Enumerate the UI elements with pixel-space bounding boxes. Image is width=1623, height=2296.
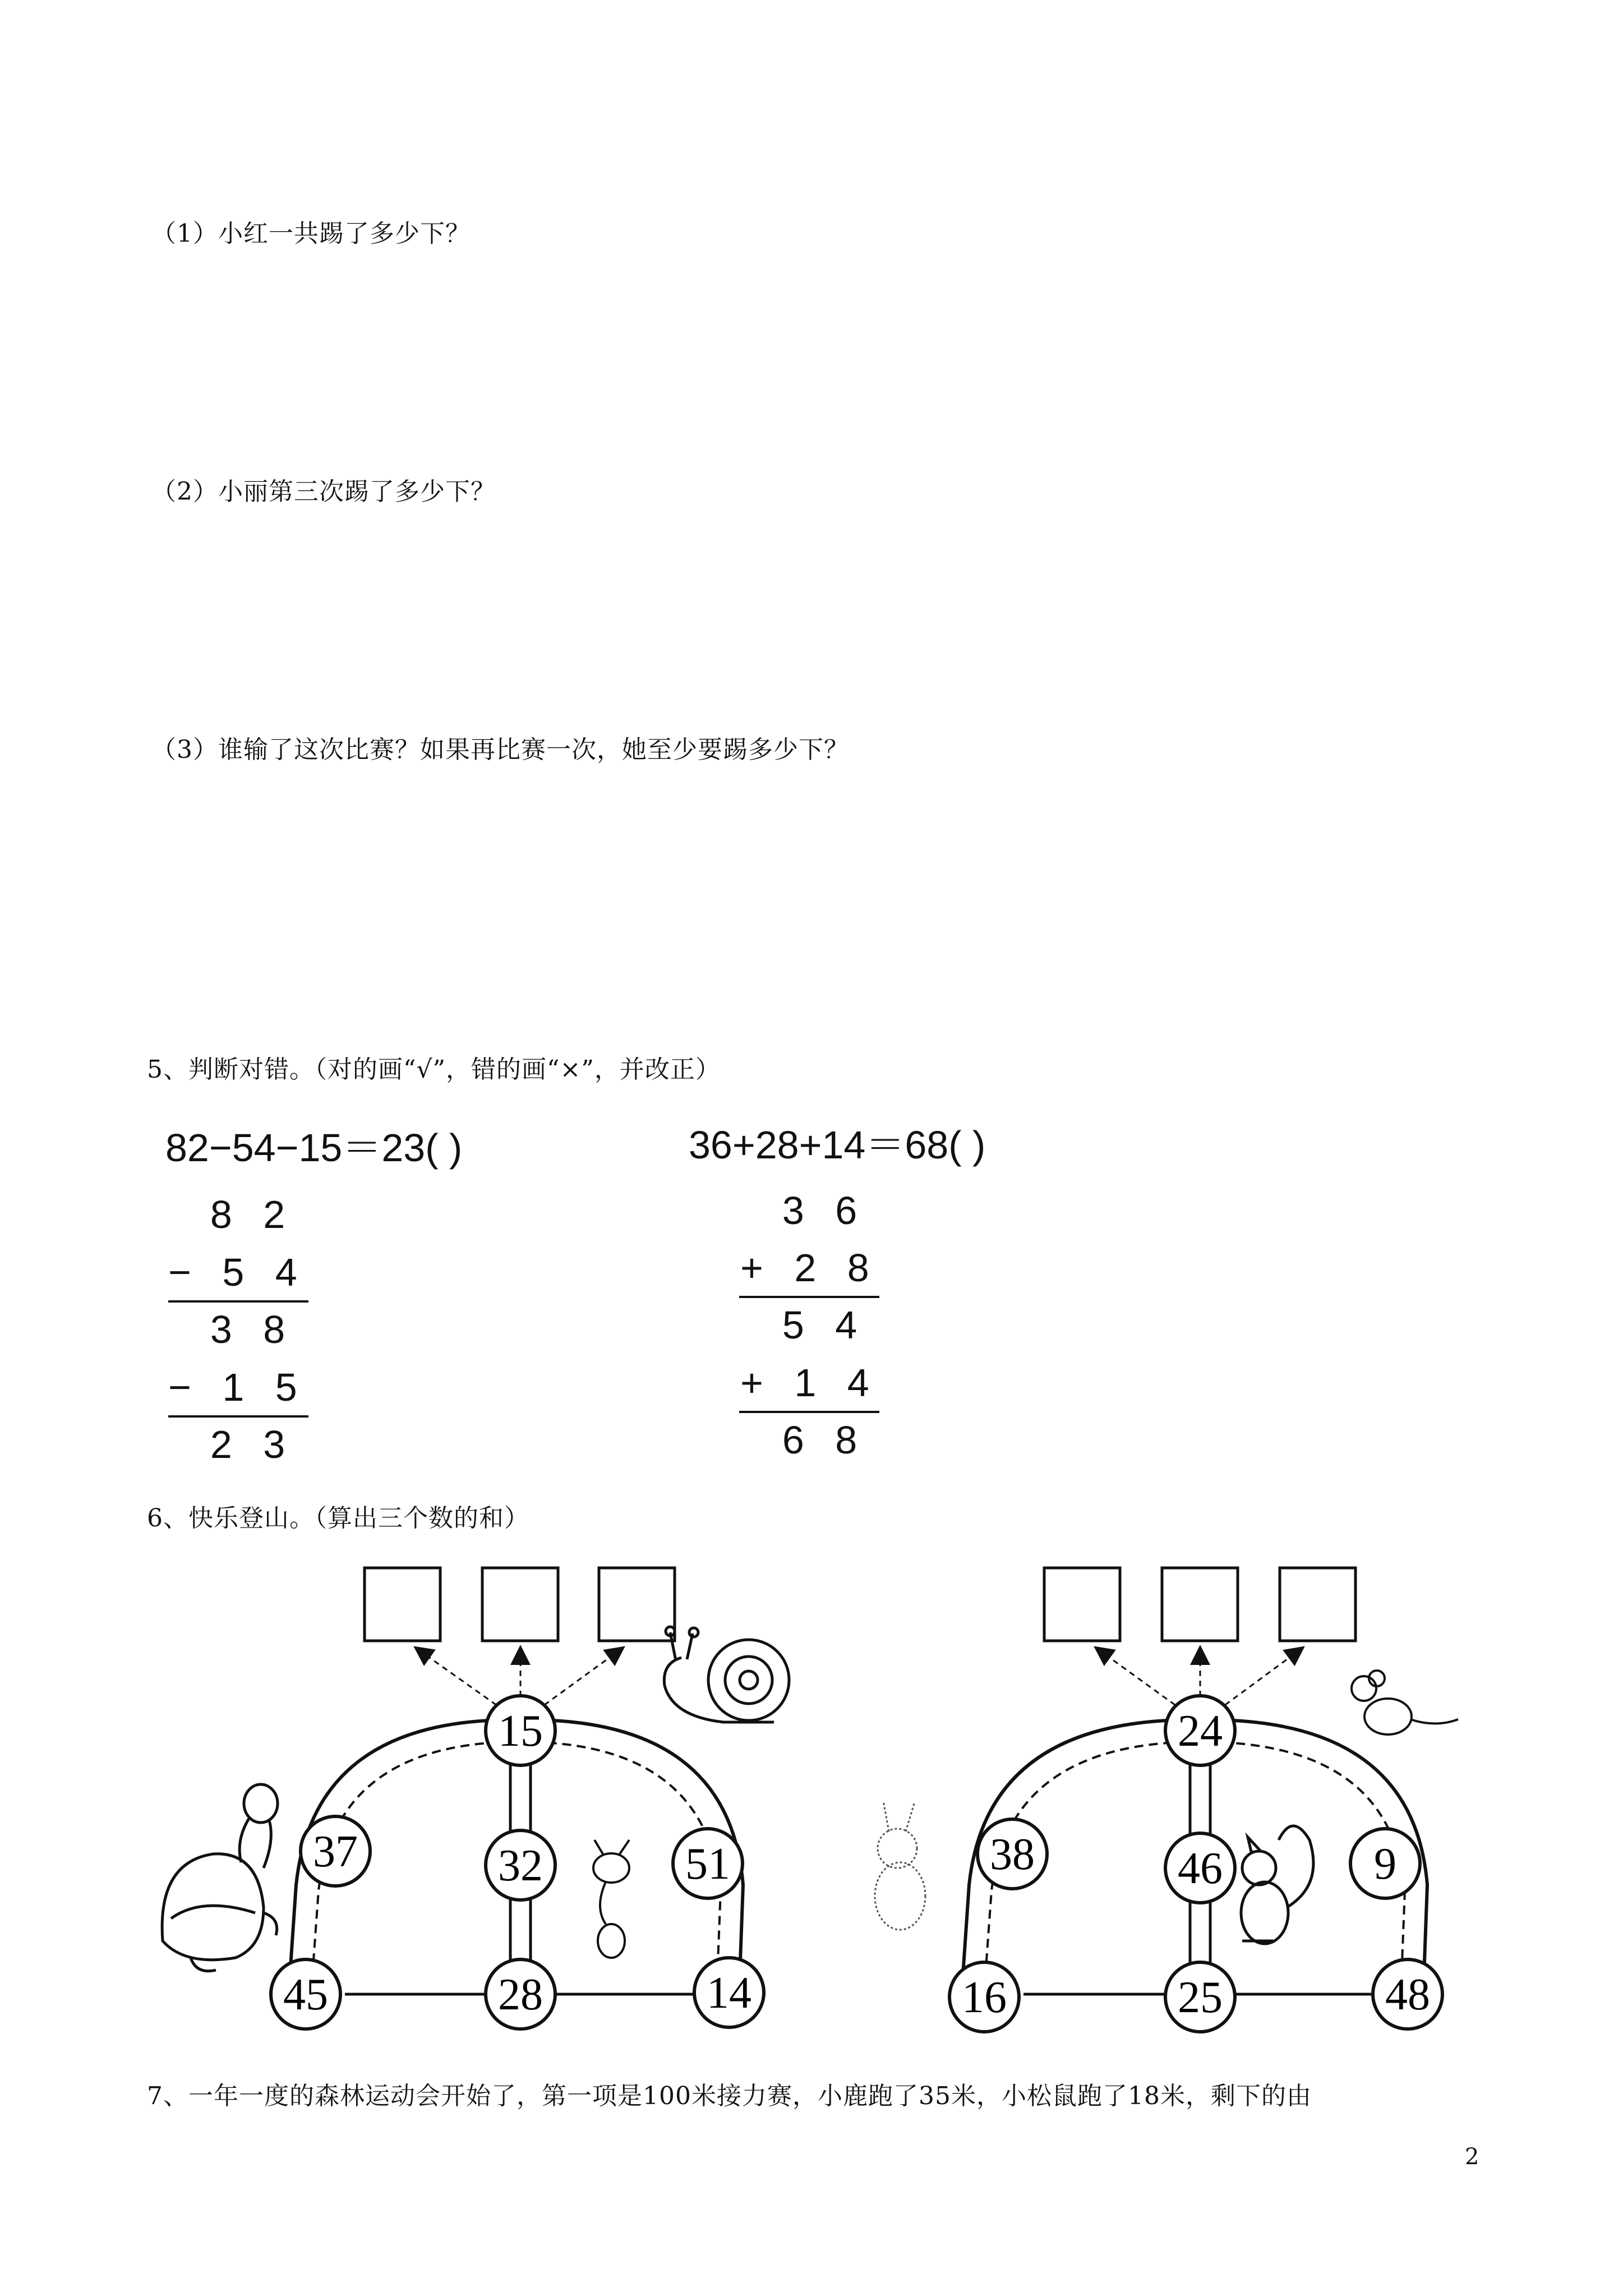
question-4-2: （2）小丽第三次踢了多少下？ (151, 477, 496, 506)
node-top (1165, 1696, 1235, 1765)
node-right-mid (1350, 1829, 1420, 1898)
node-value: 45 (283, 1970, 328, 2019)
judge-right-equation: 36+28+14＝68( ) (689, 1123, 986, 1167)
calc-row: − 1 5 (168, 1365, 307, 1409)
answer-box[interactable] (365, 1568, 440, 1641)
node-center-mid (486, 1830, 555, 1900)
mountain-left-nodes (271, 1696, 764, 2029)
answer-box[interactable] (1162, 1568, 1238, 1641)
node-value: 25 (1178, 1973, 1223, 2022)
node-value: 24 (1178, 1706, 1223, 1756)
calc-line (168, 1300, 308, 1303)
node-left-mid (301, 1816, 370, 1886)
node-left-mid (978, 1819, 1047, 1889)
mountain-right-nodes (949, 1696, 1442, 2032)
snail-illustration (664, 1627, 789, 1722)
node-top (486, 1696, 555, 1765)
node-value: 14 (707, 1968, 751, 2018)
calc-row: 8 2 (168, 1193, 296, 1236)
answer-box[interactable] (599, 1568, 675, 1641)
rabbit-illustration (875, 1801, 925, 1930)
node-right-mid (673, 1829, 743, 1898)
calc-line (168, 1415, 308, 1418)
calc-row: 6 8 (740, 1418, 868, 1462)
node-value: 38 (990, 1830, 1035, 1879)
calc-line (739, 1411, 879, 1413)
judge-left-equation: 82−54−15＝23( ) (165, 1126, 463, 1170)
calc-row: 3 8 (168, 1308, 296, 1351)
calc-row: − 5 4 (168, 1250, 307, 1294)
question-7-text: 7、一年一度的森林运动会开始了，第一项是100米接力赛，小鹿跑了35米，小松鼠跑了18米，剩下的由 (147, 2082, 1312, 2110)
node-center-mid (1165, 1833, 1235, 1903)
squirrel-illustration (1241, 1826, 1313, 1944)
calc-row: + 2 8 (740, 1246, 879, 1290)
node-value: 48 (1385, 1970, 1430, 2019)
node-value: 37 (313, 1827, 358, 1876)
calc-row: 5 4 (740, 1303, 868, 1347)
node-bottom-left (271, 1959, 340, 2029)
calc-row: 3 6 (740, 1189, 868, 1232)
node-value: 15 (498, 1706, 543, 1756)
node-bottom-center (486, 1959, 555, 2029)
question-4-3: （3）谁输了这次比赛？如果再比赛一次，她至少要踢多少下？ (151, 735, 849, 764)
turtle-illustration (162, 1784, 278, 1971)
node-value: 51 (685, 1839, 730, 1889)
calc-line (739, 1296, 879, 1298)
node-value: 16 (962, 1973, 1007, 2022)
node-value: 28 (498, 1970, 543, 2019)
node-bottom-center (1165, 1962, 1235, 2032)
node-bottom-right (1373, 1959, 1442, 2029)
calc-row: 2 3 (168, 1423, 296, 1466)
calc-row: + 1 4 (740, 1361, 879, 1405)
answer-box[interactable] (482, 1568, 558, 1641)
node-value: 46 (1178, 1844, 1223, 1893)
node-value: 32 (498, 1841, 543, 1890)
question-5-title: 5、判断对错。（对的画“√”，错的画“×”，并改正） (147, 1055, 721, 1084)
node-value: 9 (1374, 1839, 1396, 1889)
node-bottom-left (949, 1962, 1019, 2032)
answer-box[interactable] (1044, 1568, 1120, 1641)
mountain-right (962, 1568, 1427, 1994)
ant-illustration (593, 1840, 629, 1958)
mountain-diagrams (0, 1548, 1623, 2053)
answer-box[interactable] (1280, 1568, 1355, 1641)
node-bottom-right (694, 1958, 764, 2027)
question-4-1: （1）小红一共踢了多少下？ (151, 219, 471, 248)
question-6-title: 6、快乐登山。（算出三个数的和） (147, 1504, 529, 1533)
page-number: 2 (1465, 2144, 1479, 2170)
mouse-illustration (1352, 1671, 1458, 1734)
